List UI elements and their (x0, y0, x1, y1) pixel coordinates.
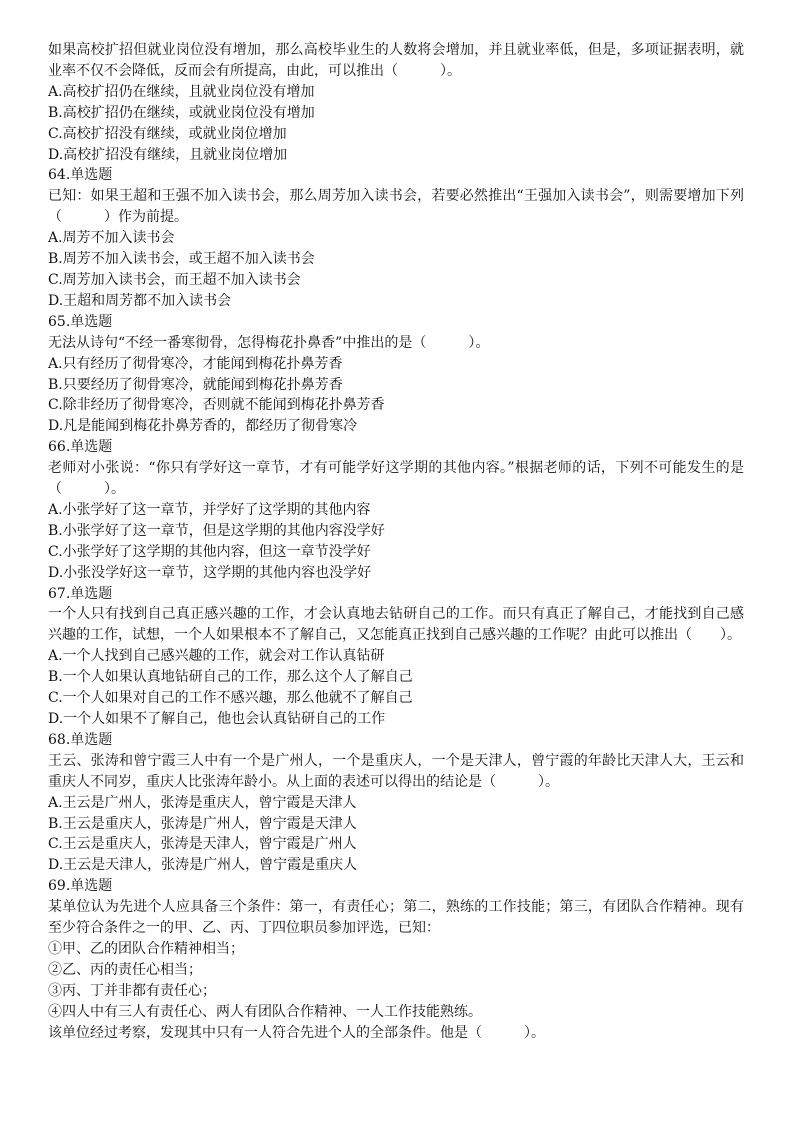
option-c: C.一个人如果对自己的工作不感兴趣，那么他就不了解自己 (48, 690, 413, 707)
option-d: D.凡是能闻到梅花扑鼻芳香的，都经历了彻骨寒冷 (48, 418, 358, 435)
question-stem: 如果高校扩招但就业岗位没有增加，那么高校毕业生的人数将会增加，并且就业率低，但是，多项证据表明，就业率不仅不会降低，反而会有所提高，由此，可以推出（ ）。 (48, 42, 744, 79)
option-a: A.高校扩招仍在继续，且就业岗位没有增加 (48, 83, 315, 100)
question-stem: 王云、张涛和曾宁霞三人中有一个是广州人，一个是重庆人，一个是天津人，曾宁霞的年龄比天津人大，王云和重庆人不同岁，重庆人比张涛年龄小。从上面的表述可以得出的结论是（ ）。 (48, 752, 744, 790)
option-b: B.一个人如果认真地钻研自己的工作，那么这个人了解自己 (48, 669, 413, 686)
condition-3: ③丙、丁并非都有责任心； (48, 982, 216, 999)
option-d: D.王超和周芳都不加入读书会 (48, 292, 232, 309)
question-stem: 已知：如果王超和王强不加入读书会，那么周芳加入读书会，若要必然推出“王强加入读书会”，则需要增加下列（ ）作为前提。 (48, 188, 744, 226)
question-number: 68.单选题 (48, 731, 113, 748)
option-d: D.王云是天津人，张涛是广州人，曾宁霞是重庆人 (48, 857, 358, 874)
option-b: B.高校扩招仍在继续，或就业岗位没有增加 (48, 104, 315, 121)
question-stem: 某单位认为先进个人应具备三个条件：第一，有责任心；第二，熟练的工作技能；第三，有团队合作精神。现有至少符合条件之一的甲、乙、丙、丁四位职员参加评选，已知： (48, 899, 744, 937)
option-d: D.高校扩招没有继续，且就业岗位增加 (48, 146, 288, 163)
option-d: D.小张没学好这一章节，这学期的其他内容也没学好 (48, 564, 372, 581)
question-ending: 该单位经过考察，发现其中只有一人符合先进个人的全部条件。他是（ ）。 (48, 1024, 545, 1041)
question-67 (48, 584, 744, 730)
question-number: 69.单选题 (48, 878, 113, 895)
option-c: C.小张学好了这学期的其他内容，但这一章节没学好 (48, 543, 371, 560)
option-a: A.周芳不加入读书会 (48, 230, 175, 247)
option-b: B.周芳不加入读书会，或王超不加入读书会 (48, 251, 315, 268)
question-number: 64.单选题 (48, 167, 113, 184)
question-69 (48, 876, 744, 1043)
question-number: 66.单选题 (48, 439, 113, 456)
option-c: C.高校扩招没有继续，或就业岗位增加 (48, 125, 287, 142)
question-number: 67.单选题 (48, 585, 113, 602)
option-b: B.小张学好了这一章节，但是这学期的其他内容没学好 (48, 522, 385, 539)
option-d: D.一个人如果不了解自己，他也会认真钻研自己的工作 (48, 711, 386, 727)
option-b: B.只要经历了彻骨寒冷，就能闻到梅花扑鼻芳香 (48, 376, 343, 393)
question-65 (48, 312, 744, 437)
condition-2: ②乙、丙的责任心相当； (48, 961, 202, 978)
question-number: 65.单选题 (48, 313, 113, 330)
option-a: A.小张学好了这一章节，并学好了这学期的其他内容 (48, 501, 371, 518)
option-c: C.除非经历了彻骨寒冷，否则就不能闻到梅花扑鼻芳香 (48, 397, 385, 414)
option-b: B.王云是重庆人，张涛是广州人，曾宁霞是天津人 (48, 815, 357, 832)
option-c: C.周芳加入读书会，而王超不加入读书会 (48, 271, 301, 288)
option-a: A.王云是广州人，张涛是重庆人，曾宁霞是天津人 (48, 794, 357, 811)
question-66 (48, 437, 744, 583)
question-64 (48, 165, 744, 311)
question-stem: 老师对小张说：“你只有学好这一章节，才有可能学好这学期的其他内容。”根据老师的话，下列不可能发生的是（ ）。 (48, 460, 744, 498)
condition-4: ④四人中有三人有责任心、两人有团队合作精神、一人工作技能熟练。 (48, 1003, 482, 1020)
option-a: A.只有经历了彻骨寒冷，才能闻到梅花扑鼻芳香 (48, 355, 343, 372)
question-68 (48, 730, 744, 876)
option-c: C.王云是重庆人，张涛是天津人，曾宁霞是广州人 (48, 836, 357, 853)
question-stem: 无法从诗句“不经一番寒彻骨，怎得梅花扑鼻香”中推出的是（ ）。 (48, 334, 490, 351)
condition-1: ①甲、乙的团队合作精神相当； (48, 940, 244, 957)
option-a: A.一个人找到自己感兴趣的工作，就会对工作认真钻研 (48, 648, 385, 665)
intro-question (48, 40, 744, 165)
question-stem: 一个人只有找到自己真正感兴趣的工作，才会认真地去钻研自己的工作。而只有真正了解自己，才能找到自己感兴趣的工作，试想，一个人如果根本不了解自己，又怎能真正找到自己感兴趣的工作呢？由此可以推出（ ）。 (48, 606, 744, 644)
